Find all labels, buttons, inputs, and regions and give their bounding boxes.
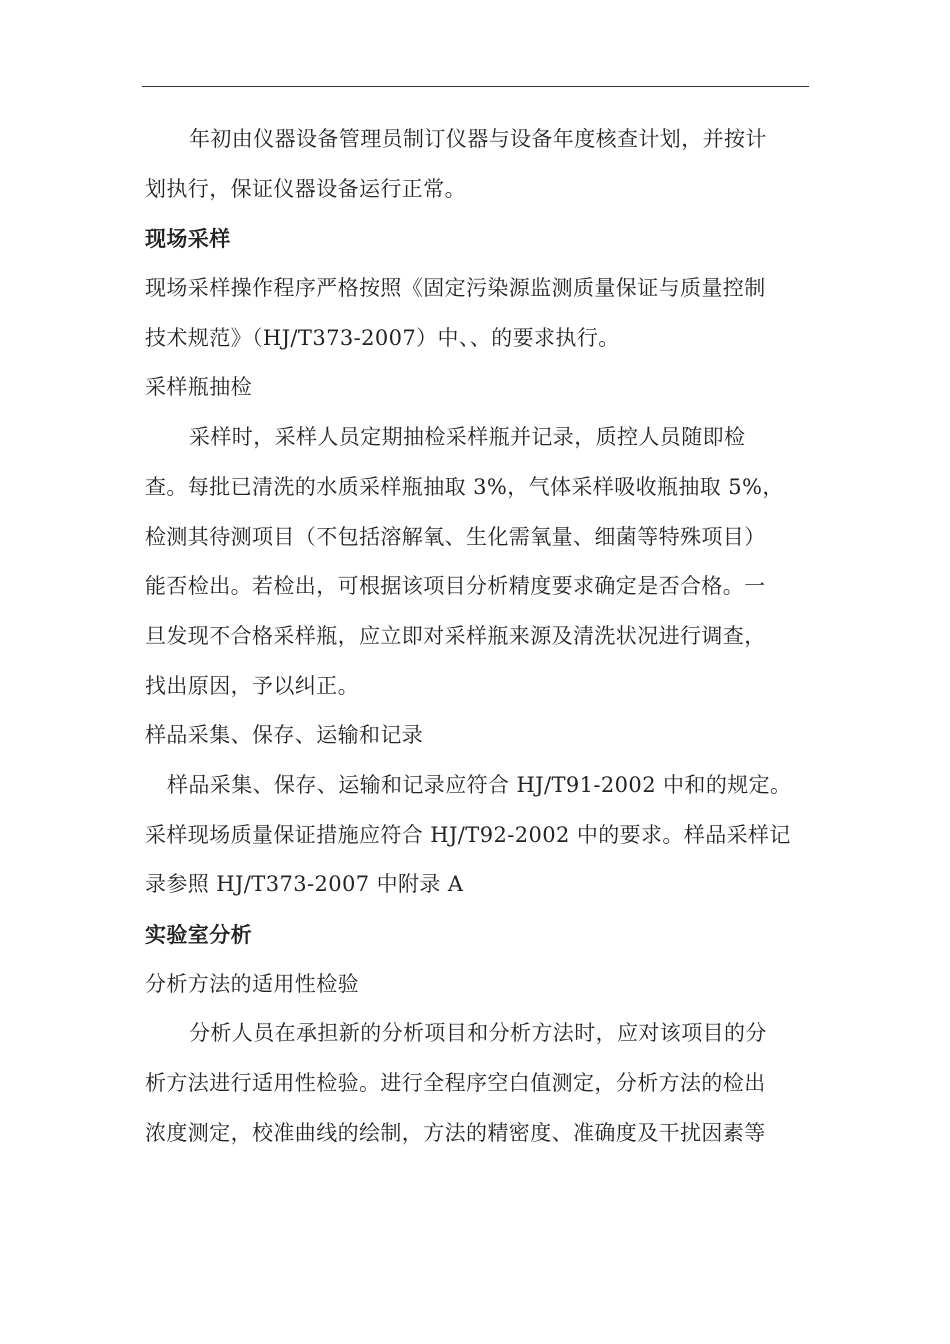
paragraph-line: 析方法进行适用性检验。进行全程序空白值测定，分析方法的检出 <box>145 1071 766 1096</box>
paragraph-line: 能否检出。若检出，可根据该项目分析精度要求确定是否合格。一 <box>145 574 766 599</box>
section-heading: 实验室分析 <box>145 922 252 947</box>
section-heading: 现场采样 <box>145 226 231 252</box>
paragraph-line: 旦发现不合格采样瓶，应立即对采样瓶来源及清洗状况进行调查， <box>145 623 766 648</box>
paragraph-line: 技术规范》（HJ/T373-2007）中、、的要求执行。 <box>145 325 620 350</box>
subsection-heading: 分析方法的适用性检验 <box>145 971 359 996</box>
paragraph-line: 划执行，保证仪器设备运行正常。 <box>145 176 466 201</box>
paragraph-line: 分析人员在承担新的分析项目和分析方法时，应对该项目的分 <box>189 1021 767 1046</box>
paragraph-line: 现场采样操作程序严格按照《固定污染源监测质量保证与质量控制 <box>145 276 766 301</box>
paragraph-line: 录参照 HJ/T373-2007 中附录 A <box>145 872 464 897</box>
header-rule <box>142 86 809 87</box>
paragraph-line: 采样现场质量保证措施应符合 HJ/T92-2002 中的要求。样品采样记 <box>145 822 791 847</box>
paragraph-line: 查。每批已清洗的水质采样瓶抽取 3%，气体采样吸收瓶抽取 5%， <box>145 474 784 499</box>
paragraph-line: 采样时，采样人员定期抽检采样瓶并记录，质控人员随即检 <box>189 425 746 450</box>
document-body <box>145 115 795 1158</box>
paragraph-line: 检测其待测项目（不包括溶解氧、生化需氧量、细菌等特殊项目） <box>145 524 766 549</box>
paragraph-line: 找出原因，予以纠正。 <box>145 673 359 698</box>
paragraph-line: 样品采集、保存、运输和记录应符合 HJ/T91-2002 中和的规定。 <box>167 772 792 797</box>
paragraph-line: 年初由仪器设备管理员制订仪器与设备年度核查计划，并按计 <box>189 127 767 151</box>
subsection-heading: 采样瓶抽检 <box>145 375 252 400</box>
paragraph-line: 浓度测定，校准曲线的绘制，方法的精密度、准确度及干扰因素等 <box>145 1120 766 1145</box>
subsection-heading: 样品采集、保存、运输和记录 <box>145 723 424 748</box>
